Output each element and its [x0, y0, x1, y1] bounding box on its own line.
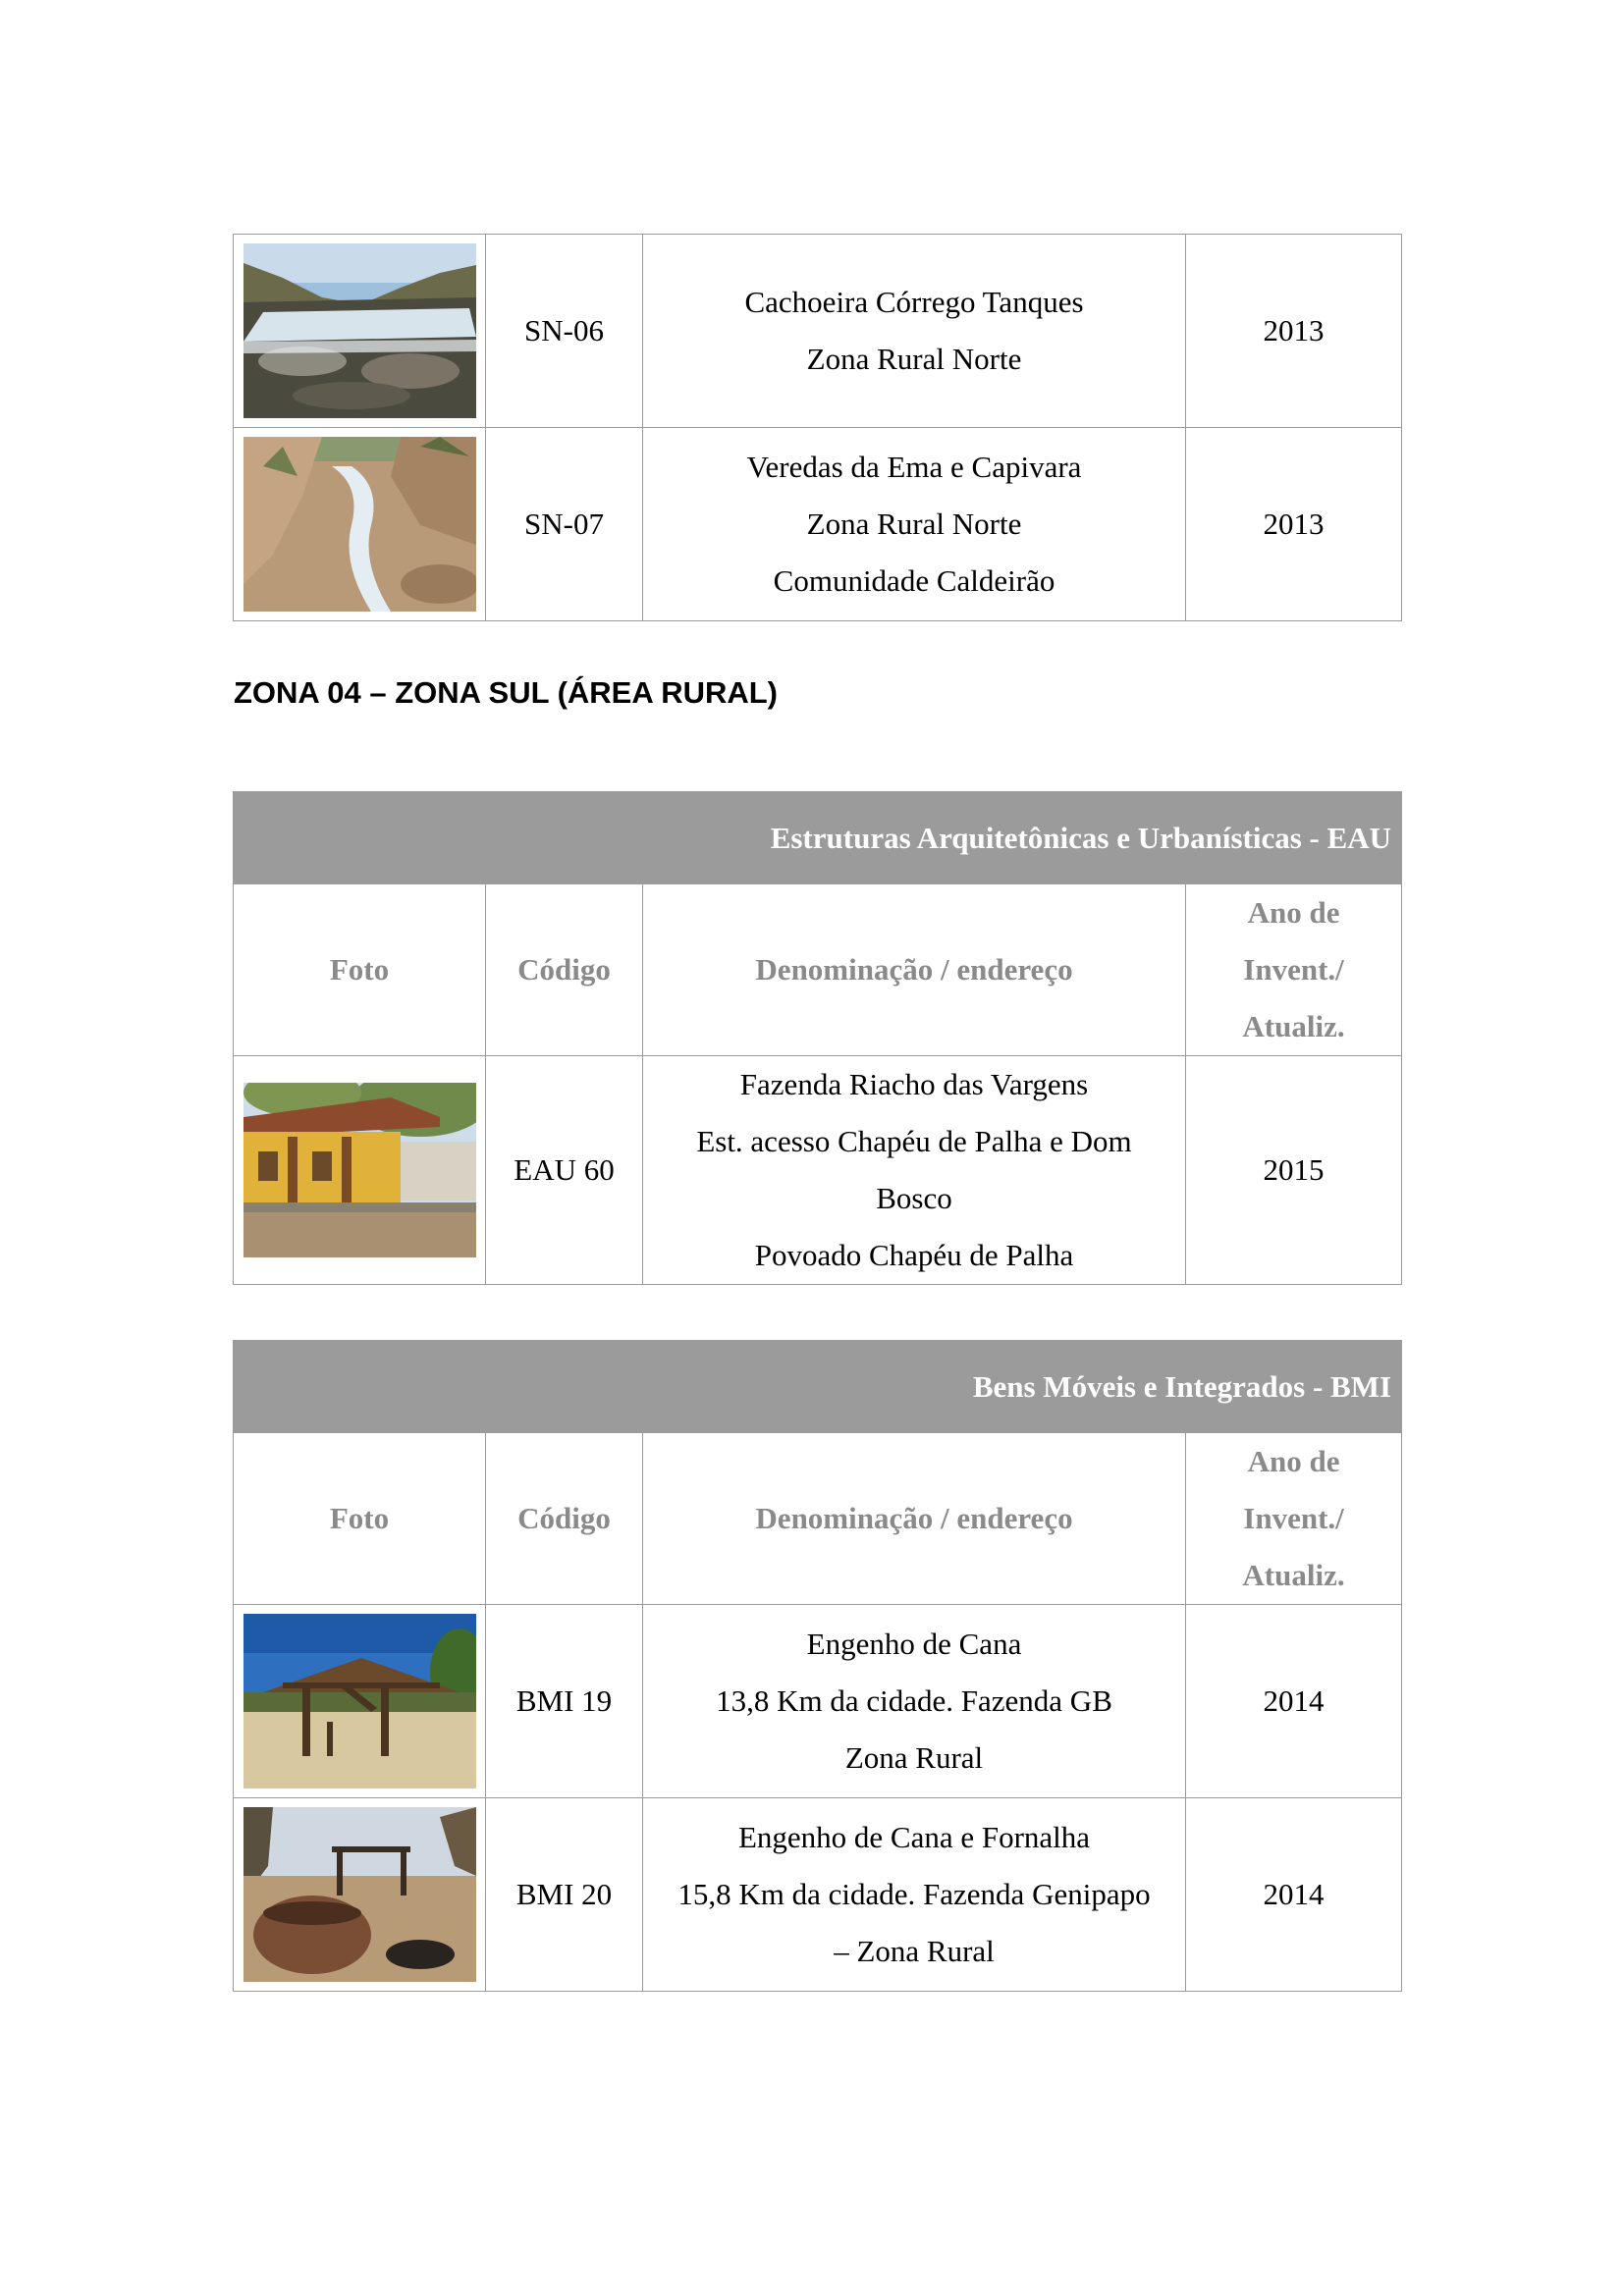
table-banner: Estruturas Arquitetônicas e Urbanísticas - EAU — [234, 792, 1402, 884]
header-ano: Ano de Invent./ Atualiz. — [1186, 884, 1402, 1056]
code-cell: SN-06 — [486, 235, 643, 428]
header-codigo: Código — [486, 1433, 643, 1605]
header-denominacao: Denominação / endereço — [643, 1433, 1186, 1605]
photo-cell — [234, 235, 486, 428]
heritage-table-continued — [233, 234, 1402, 621]
eau-table — [233, 791, 1402, 1285]
code-cell: SN-07 — [486, 428, 643, 621]
name-cell: Cachoeira Córrego Tanques Zona Rural Norte — [643, 235, 1186, 428]
header-codigo: Código — [486, 884, 643, 1056]
photo-cell — [234, 1798, 486, 1992]
year-cell: 2013 — [1186, 428, 1402, 621]
table-header-row — [234, 884, 1402, 1056]
photo-cell — [234, 428, 486, 621]
table-banner-row — [234, 792, 1402, 884]
name-cell: Engenho de Cana e Fornalha 15,8 Km da cidade. Fazenda Genipapo – Zona Rural — [643, 1798, 1186, 1992]
code-cell: BMI 20 — [486, 1798, 643, 1992]
table-header-row — [234, 1433, 1402, 1605]
name-cell: Engenho de Cana 13,8 Km da cidade. Fazenda GB Zona Rural — [643, 1605, 1186, 1798]
table-row — [234, 1605, 1402, 1798]
photo-cell — [234, 1605, 486, 1798]
year-cell: 2014 — [1186, 1798, 1402, 1992]
year-cell: 2014 — [1186, 1605, 1402, 1798]
table-row — [234, 428, 1402, 621]
table-row — [234, 1798, 1402, 1992]
table-row — [234, 1056, 1402, 1285]
photo-cell — [234, 1056, 486, 1285]
waterfall-photo — [243, 243, 476, 418]
year-cell: 2013 — [1186, 235, 1402, 428]
table-row — [234, 235, 1402, 428]
name-cell: Fazenda Riacho das Vargens Est. acesso Chapéu de Palha e Dom Bosco Povoado Chapéu de Palha — [643, 1056, 1186, 1285]
header-foto: Foto — [234, 884, 486, 1056]
table-banner-row — [234, 1341, 1402, 1433]
farmhouse-photo — [243, 1083, 476, 1257]
sugar-mill-photo — [243, 1614, 476, 1789]
code-cell: BMI 19 — [486, 1605, 643, 1798]
name-cell: Veredas da Ema e Capivara Zona Rural Norte Comunidade Caldeirão — [643, 428, 1186, 621]
table-banner: Bens Móveis e Integrados - BMI — [234, 1341, 1402, 1433]
sugar-mill-furnace-photo — [243, 1807, 476, 1982]
zone-title: ZONA 04 – ZONA SUL (ÁREA RURAL) — [234, 675, 779, 710]
header-denominacao: Denominação / endereço — [643, 884, 1186, 1056]
year-cell: 2015 — [1186, 1056, 1402, 1285]
header-ano: Ano de Invent./ Atualiz. — [1186, 1433, 1402, 1605]
code-cell: EAU 60 — [486, 1056, 643, 1285]
river-canyon-photo — [243, 437, 476, 612]
bmi-table — [233, 1340, 1402, 1992]
header-foto: Foto — [234, 1433, 486, 1605]
